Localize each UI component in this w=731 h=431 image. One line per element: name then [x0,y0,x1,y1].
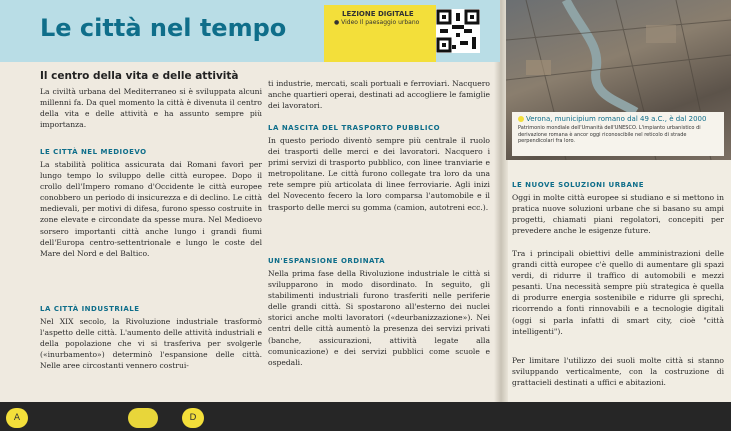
col2-paragraph-3: Nella prima fase della Rivoluzione industriale le città si svilupparono in modo disordinato. In seguito, gli stabilimenti industriali furono trasferiti nelle periferie delle grandi città. Si spostarono all'esterno dei nuclei storici anche molti lavoratori («deurbanizzazione»). Nei centri delle città aumentò la presenza dei servizi privati (banche, assicurazioni, attività legate alla comunicazione) e dei servizi pubblici come scuole e ospedali. [268,269,490,367]
caption-bullet-icon [518,116,524,122]
col3-paragraph-2: Tra i principali obiettivi delle amministrazioni delle grandi città europee c'è quello di aumentare gli spazi verdi, di ridurre il traffico di automobili e mezzi pesanti. Una necessità sempre più strategica è quella di produrre energia sostenibile e ridurre gli sprechi, ricorrendo a fonti rinnovabili e a tecnologie digitali (oggi si parla infatti di smart city, cioè "città intelligenti"). [512,249,724,336]
subheading-medioevo: LE CITTÀ NEL MEDIOEVO [40,148,147,156]
digital-lesson-title: Video Il paesaggio urbano [341,19,420,26]
photo-caption [512,112,724,156]
digital-lesson-label: LEZIONE DIGITALE [342,10,414,18]
page-title: Le città nel tempo [40,14,287,42]
col2-paragraph-1: ti industrie, mercati, scali portuali e ferroviari. Nacquero anche quartieri operai, destinati ad accogliere le famiglie dei lavoratori. [268,79,490,111]
col2-paragraph-2: In questo periodo diventò sempre più centrale il ruolo dei trasporti delle merci e dei lavoratori. Nacquero i primi servizi di trasporto pubblico, con linee tranviarie e metropolitane. Le città furono collegate tra loro da una rete sempre più articolata di linee ferroviarie. Agli inizi del Novecento fecero la loro comparsa l'automobile e il trasporto delle merci su gomma (camion, autotreni ecc.). [268,136,490,212]
subheading-citta-industriale: LA CITTÀ INDUSTRIALE [40,305,140,313]
col3-paragraph-3: Per limitare l'utilizzo dei suoli molte città si stanno sviluppando verticalmente, con la costruzione di grattacieli destinati a uffici e abitazioni. [512,356,724,388]
play-icon: ● [334,19,340,26]
col1-paragraph-2: La stabilità politica assicurata dai Romani favorì per lungo tempo lo sviluppo delle città europee. Dopo il crollo dell'Impero romano d'Occidente le città europee conobbero un periodo di insicurezza e di declino. Le città medievali, per motivi di difesa, furono spesso costruite in zone elevate e circondate da spesse mura. Nel Medioevo sorsero importanti città anche lungo i grandi fiumi dell'Europa centro-settentrionale e lungo le coste del Mare del Nord e del Baltico. [40,160,262,258]
digital-lesson-box[interactable] [324,5,436,62]
subheading-trasporto-pubblico: LA NASCITA DEL TRASPORTO PUBBLICO [268,124,441,132]
footer-toolbar [0,402,731,431]
section-title: Il centro della vita e delle attività [40,70,239,82]
col1-paragraph-1: La civiltà urbana del Mediterraneo si è sviluppata alcuni millenni fa. Da quel momento la città è divenuta il centro della vita e delle attività e ha assunto sempre più importanza. [40,87,262,130]
footer-button-d[interactable]: D [182,408,204,428]
subheading-nuove-soluzioni: LE NUOVE SOLUZIONI URBANE [512,181,645,189]
digital-lesson-item[interactable] [334,19,419,26]
col3-paragraph-1: Oggi in molte città europee si studiano e si mettono in pratica nuove soluzioni urbane che si basano su ampi progetti, chiamati piani regolatori, concepiti per prevedere anche le esigenze future. [512,193,724,236]
col1-paragraph-3: Nel XIX secolo, la Rivoluzione industriale trasformò l'aspetto delle città. L'aumento delle attività industriali e della popolazione che vi si trasferiva per svolgerle («inurbamento») determinò l'espansione delle città. Nelle aree circostanti vennero costrui- [40,317,262,371]
caption-title: Verona, municipium romano dal 49 a.C., è dal 2000 [526,115,707,123]
subheading-espansione-ordinata: UN'ESPANSIONE ORDINATA [268,257,386,265]
qr-code-icon[interactable] [436,9,480,53]
caption-text: Patrimonio mondiale dell'Umanità dell'UNESCO. L'impianto urbanistico di derivazione romana è ancor oggi riconoscibile nel reticolo di strade perpendicolari fra loro. [518,125,701,144]
footer-button-a[interactable]: A [6,408,28,428]
footer-target-icon[interactable] [128,408,158,428]
